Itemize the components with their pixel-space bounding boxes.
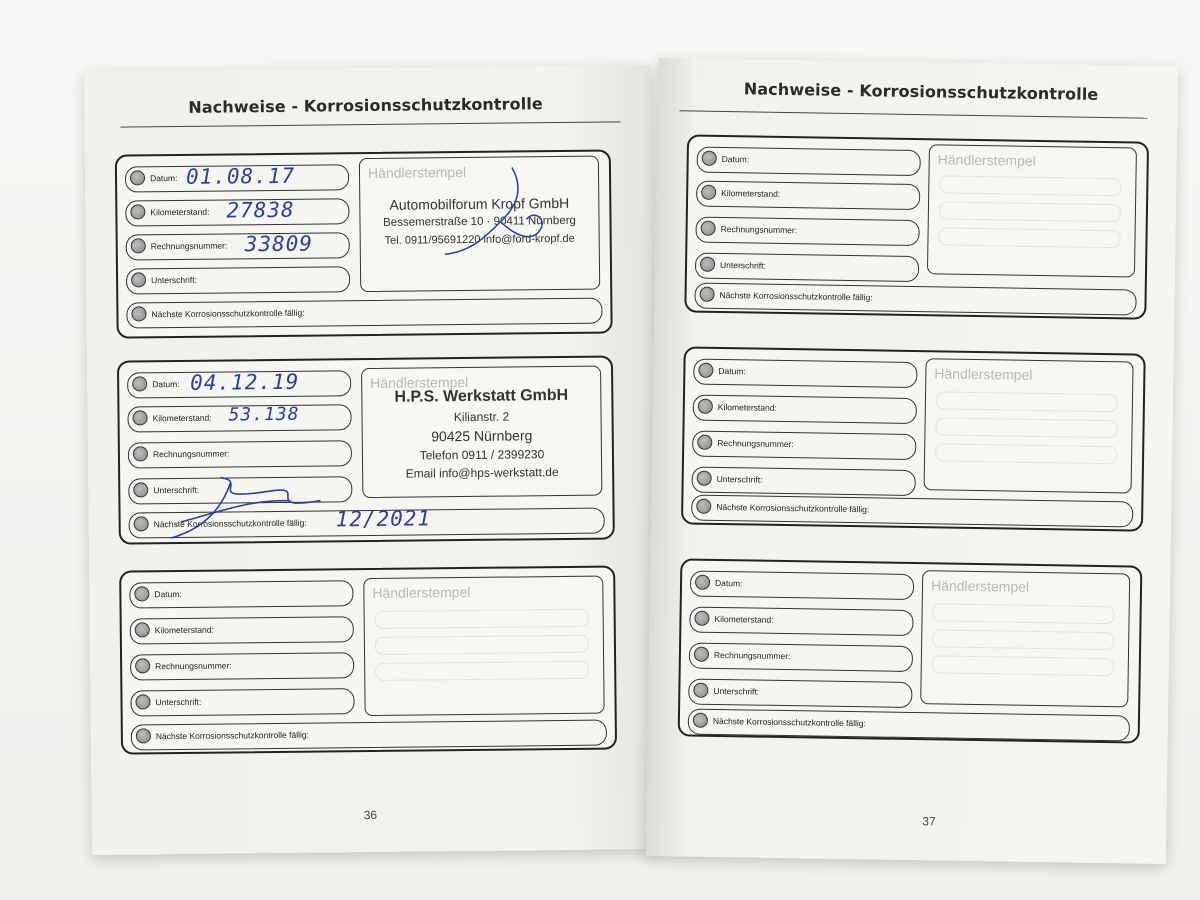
- field-bullet-icon: [697, 471, 712, 486]
- handwritten-value: 12/2021: [335, 506, 432, 532]
- dealer-stamp-box: [359, 156, 600, 293]
- field-bullet-icon: [699, 287, 714, 302]
- stamp-box-label: Händlerstempel: [937, 151, 1036, 169]
- field-bullet-icon: [133, 482, 148, 497]
- field-bullet-icon: [133, 446, 148, 461]
- unterschrift-field[interactable]: [695, 253, 919, 283]
- dealer-stamp-box: [361, 366, 602, 499]
- field-bullet-icon: [693, 683, 708, 698]
- kilometerstand-field[interactable]: [693, 395, 917, 425]
- kilometerstand-field[interactable]: [130, 616, 354, 644]
- dealer-stamp-box: [363, 576, 604, 717]
- datum-field[interactable]: [690, 571, 914, 601]
- datum-field[interactable]: [125, 164, 349, 192]
- field-label: Unterschrift:: [713, 685, 760, 697]
- inspection-entry-2: [117, 355, 615, 544]
- unterschrift-field[interactable]: [126, 266, 350, 294]
- handwritten-value: 33809: [244, 231, 314, 257]
- datum-field[interactable]: [127, 370, 351, 398]
- dealer-stamp-box: [924, 358, 1134, 493]
- page-number: 37: [922, 814, 936, 829]
- field-label: Kilometerstand:: [721, 187, 781, 199]
- naechste-kontrolle-field[interactable]: [688, 709, 1130, 742]
- stamp-line: Kilianstr. 2: [453, 409, 510, 425]
- field-bullet-icon: [130, 204, 145, 219]
- stamp-box-label: Händlerstempel: [367, 163, 467, 182]
- inspection-entry-3: [119, 565, 617, 754]
- field-label: Datum:: [714, 577, 743, 589]
- kilometerstand-field[interactable]: [127, 404, 351, 432]
- stamp-box-label: Händlerstempel: [930, 577, 1030, 595]
- handwritten-value: 27838: [226, 197, 295, 223]
- field-bullet-icon: [136, 728, 151, 743]
- stamp-line: Tel. 0911/95691220 info@ford-kropf.de: [384, 232, 575, 247]
- field-bullet-icon: [694, 611, 709, 626]
- naechste-kontrolle-field[interactable]: [131, 720, 607, 751]
- unterschrift-field[interactable]: [130, 688, 354, 716]
- field-bullet-icon: [700, 257, 715, 272]
- stamp-box-label: Händlerstempel: [372, 583, 471, 601]
- kilometerstand-field[interactable]: [689, 607, 913, 637]
- stamp-box-label: Händlerstempel: [370, 373, 469, 392]
- inspection-entry-1: [684, 134, 1149, 319]
- dealer-stamp-box: [920, 570, 1130, 707]
- rechnungsnummer-field[interactable]: [689, 643, 913, 673]
- page-number: 36: [363, 807, 378, 823]
- datum-field[interactable]: [697, 147, 921, 177]
- stamp-line: H.P.S. Werkstatt GmbH: [394, 386, 569, 406]
- field-bullet-icon: [702, 151, 717, 166]
- field-bullet-icon: [693, 713, 708, 728]
- unterschrift-field[interactable]: [688, 679, 912, 709]
- signature-scribble: [160, 470, 341, 542]
- field-bullet-icon: [134, 586, 149, 601]
- inspection-entry-1: [115, 149, 613, 338]
- stamp-line: Bessemerstraße 10 · 90411 Nürnberg: [383, 214, 576, 229]
- stamp-line: Email info@hps-werkstatt.de: [405, 465, 559, 481]
- field-bullet-icon: [132, 376, 147, 391]
- kilometerstand-field[interactable]: [125, 198, 349, 226]
- right-page: [646, 58, 1178, 864]
- field-label: Rechnungsnummer:: [713, 649, 791, 662]
- field-bullet-icon: [131, 306, 146, 321]
- rechnungsnummer-field[interactable]: [695, 217, 919, 247]
- title-divider: [679, 110, 1147, 118]
- field-bullet-icon: [130, 170, 145, 185]
- stamp-box-lines: [923, 571, 1129, 574]
- field-label: Rechnungsnummer:: [152, 448, 230, 460]
- signature-scribble: [430, 159, 551, 260]
- field-label: Unterschrift:: [716, 473, 763, 485]
- field-label: Kilometerstand:: [717, 401, 777, 413]
- rechnungsnummer-field[interactable]: [128, 440, 352, 468]
- field-label: Rechnungsnummer:: [150, 240, 228, 252]
- field-bullet-icon: [701, 185, 716, 200]
- datum-field[interactable]: [129, 580, 353, 608]
- field-bullet-icon: [694, 647, 709, 662]
- field-bullet-icon: [132, 410, 147, 425]
- field-label: Kilometerstand:: [714, 613, 774, 625]
- rechnungsnummer-field[interactable]: [692, 431, 916, 461]
- field-bullet-icon: [131, 238, 146, 253]
- kilometerstand-field[interactable]: [696, 181, 920, 211]
- field-label: Unterschrift:: [153, 484, 200, 496]
- field-label: Unterschrift:: [719, 259, 766, 271]
- handwritten-value: 04.12.19: [190, 369, 300, 395]
- field-bullet-icon: [134, 516, 149, 531]
- field-label: Unterschrift:: [151, 274, 197, 286]
- stamp-box-lines: [930, 145, 1136, 148]
- inspection-entry-3: [678, 558, 1143, 743]
- field-label: Rechnungsnummer:: [155, 660, 232, 672]
- field-label: Unterschrift:: [155, 696, 202, 708]
- inspection-entry-2: [681, 346, 1146, 531]
- field-label: Nächste Korrosionsschutzkontrolle fällig:: [153, 517, 307, 530]
- field-bullet-icon: [697, 435, 712, 450]
- field-bullet-icon: [135, 622, 150, 637]
- field-label: Nächste Korrosionsschutzkontrolle fällig:: [712, 715, 867, 729]
- field-bullet-icon: [698, 363, 713, 378]
- page-title: Nachweise - Korrosionsschutzkontrolle: [188, 94, 543, 117]
- dealer-stamp-box: [927, 144, 1137, 277]
- field-label: Rechnungsnummer:: [720, 223, 798, 236]
- field-bullet-icon: [698, 399, 713, 414]
- field-bullet-icon: [696, 499, 711, 514]
- field-bullet-icon: [695, 575, 710, 590]
- rechnungsnummer-field[interactable]: [126, 232, 350, 260]
- field-bullet-icon: [135, 694, 150, 709]
- field-label: Datum:: [721, 153, 750, 165]
- stamp-line: Telefon 0911 / 2399230: [419, 447, 545, 463]
- left-page: [84, 65, 658, 855]
- title-divider: [120, 121, 620, 127]
- unterschrift-field[interactable]: [691, 467, 915, 497]
- field-label: Kilometerstand:: [152, 412, 212, 424]
- stamp-line: Automobilforum Kropf GmbH: [389, 194, 570, 213]
- field-label: Rechnungsnummer:: [717, 437, 794, 450]
- field-label: Datum:: [152, 379, 180, 390]
- page-title: Nachweise - Korrosionsschutzkontrolle: [743, 79, 1099, 104]
- field-bullet-icon: [135, 658, 150, 673]
- handwritten-value: 01.08.17: [185, 163, 296, 189]
- field-label: Nächste Korrosionsschutzkontrolle fällig:: [151, 307, 305, 320]
- stamp-box-lines: [364, 577, 602, 579]
- datum-field[interactable]: [693, 359, 917, 389]
- field-label: Kilometerstand:: [150, 206, 210, 218]
- field-label: Nächste Korrosionsschutzkontrolle fällig:: [155, 729, 310, 742]
- stamp-box-lines: [927, 359, 1133, 362]
- field-label: Nächste Korrosionsschutzkontrolle fällig:: [719, 289, 873, 303]
- handwritten-value: 53.138: [228, 403, 300, 426]
- stamp-box-label: Händlerstempel: [934, 365, 1033, 383]
- naechste-kontrolle-field[interactable]: [691, 495, 1133, 528]
- naechste-kontrolle-field[interactable]: [126, 298, 602, 329]
- field-label: Nächste Korrosionsschutzkontrolle fällig:: [716, 501, 870, 515]
- field-bullet-icon: [701, 221, 716, 236]
- rechnungsnummer-field[interactable]: [130, 652, 354, 680]
- naechste-kontrolle-field[interactable]: [694, 283, 1136, 316]
- field-label: Datum:: [154, 588, 182, 600]
- field-label: Kilometerstand:: [154, 624, 214, 636]
- field-label: Datum:: [149, 173, 178, 184]
- stamp-line: 90425 Nürnberg: [431, 427, 533, 445]
- field-bullet-icon: [131, 272, 146, 287]
- field-label: Datum:: [718, 365, 746, 377]
